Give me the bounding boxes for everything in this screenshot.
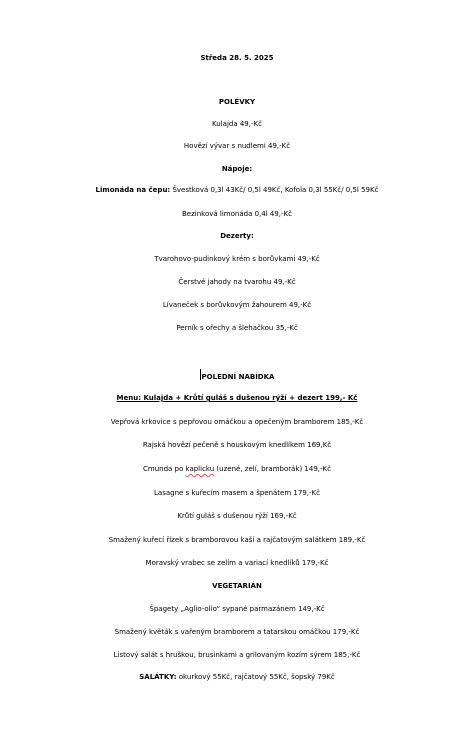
- elderflower-lemonade: Bezinková limonáda 0,4l 49,-Kč: [182, 210, 292, 218]
- cmunda-text-end: (uzené, zelí, bramborák) 149,-Kč: [214, 465, 331, 473]
- lunch-item: Smažený kuřecí řízek s bramborovou kaší a rajčatovým salátkem 189,-Kč: [108, 536, 366, 544]
- lunch-item: Vepřová krkovice s pepřovou omáčkou a opečeným bramborem 185,-Kč: [110, 418, 364, 426]
- dessert-item: Lívaneček s borůvkovým žahourem 49,-Kč: [162, 301, 312, 309]
- soup-item: Hovězí vývar s nudlemi 49,-Kč: [183, 142, 291, 150]
- dessert-item: Perník s ořechy a šlehačkou 35,-Kč: [176, 324, 298, 332]
- lunch-item: Lasagne s kuřecím masem a špenátem 179,-Kč: [154, 489, 320, 497]
- salads-line: [0, 671, 474, 683]
- vegetarian-item: Smažený květák s vařeným bramborem a tatarskou omáčkou 179,-Kč: [114, 628, 360, 636]
- lemonade-label: Limonáda na čepu:: [95, 186, 171, 194]
- spellcheck-word: kaplicku: [185, 465, 215, 473]
- text-cursor: [200, 369, 201, 380]
- menu-offer: Menu: Kulajda + Krůtí guláš s dušenou rýží + dezert 199,- Kč: [116, 394, 358, 402]
- soup-item: Kulajda 49,-Kč: [212, 120, 262, 128]
- lemonade-text: Švestková 0,3l 43Kč/ 0,5l 49Kč, Kofola 0,3l 55Kč/ 0,5l 59Kč: [170, 186, 379, 194]
- lunch-heading: [0, 369, 474, 381]
- soups-heading: POLÉVKY: [218, 98, 256, 106]
- salads-label: SALÁTKY:: [139, 673, 177, 681]
- lunch-item-cmunda: [0, 463, 474, 475]
- dessert-item: Čerstvé jahody na tvarohu 49,-Kč: [178, 278, 296, 286]
- vegetarian-heading: VEGETARIÁN: [212, 582, 262, 590]
- drinks-heading: Nápoje:: [221, 165, 253, 173]
- lunch-item: Krůtí guláš s dušenou rýží 169,-Kč: [177, 512, 297, 520]
- vegetarian-item: Špagety „Aglio-olio“ sypané parmazánem 149,-Kč: [149, 605, 325, 613]
- dessert-item: Tvarohovo-pudinkový krém s borůvkami 49,-Kč: [154, 255, 320, 263]
- lemonade-line: [0, 184, 474, 196]
- cmunda-text-start: Cmunda po: [143, 465, 186, 473]
- lunch-item: Rajská hovězí pečeně s houskovým knedlíkem 169,Kč: [142, 441, 332, 449]
- lunch-item: Moravský vrabec se zelím a variací knedlíků 179,-Kč: [145, 559, 329, 567]
- vegetarian-item: Listový salát s hruškou, brusinkami a grilovaným kozím sýrem 185,-Kč: [113, 651, 361, 659]
- date-heading: Středa 28. 5. 2025: [200, 54, 274, 62]
- desserts-heading: Dezerty:: [220, 232, 254, 240]
- salads-text: okurkový 55Kč, rajčatový 55Kč, šopský 79Kč: [176, 673, 335, 681]
- lunch-heading-text: POLEDNÍ NABÍDKA: [201, 373, 275, 381]
